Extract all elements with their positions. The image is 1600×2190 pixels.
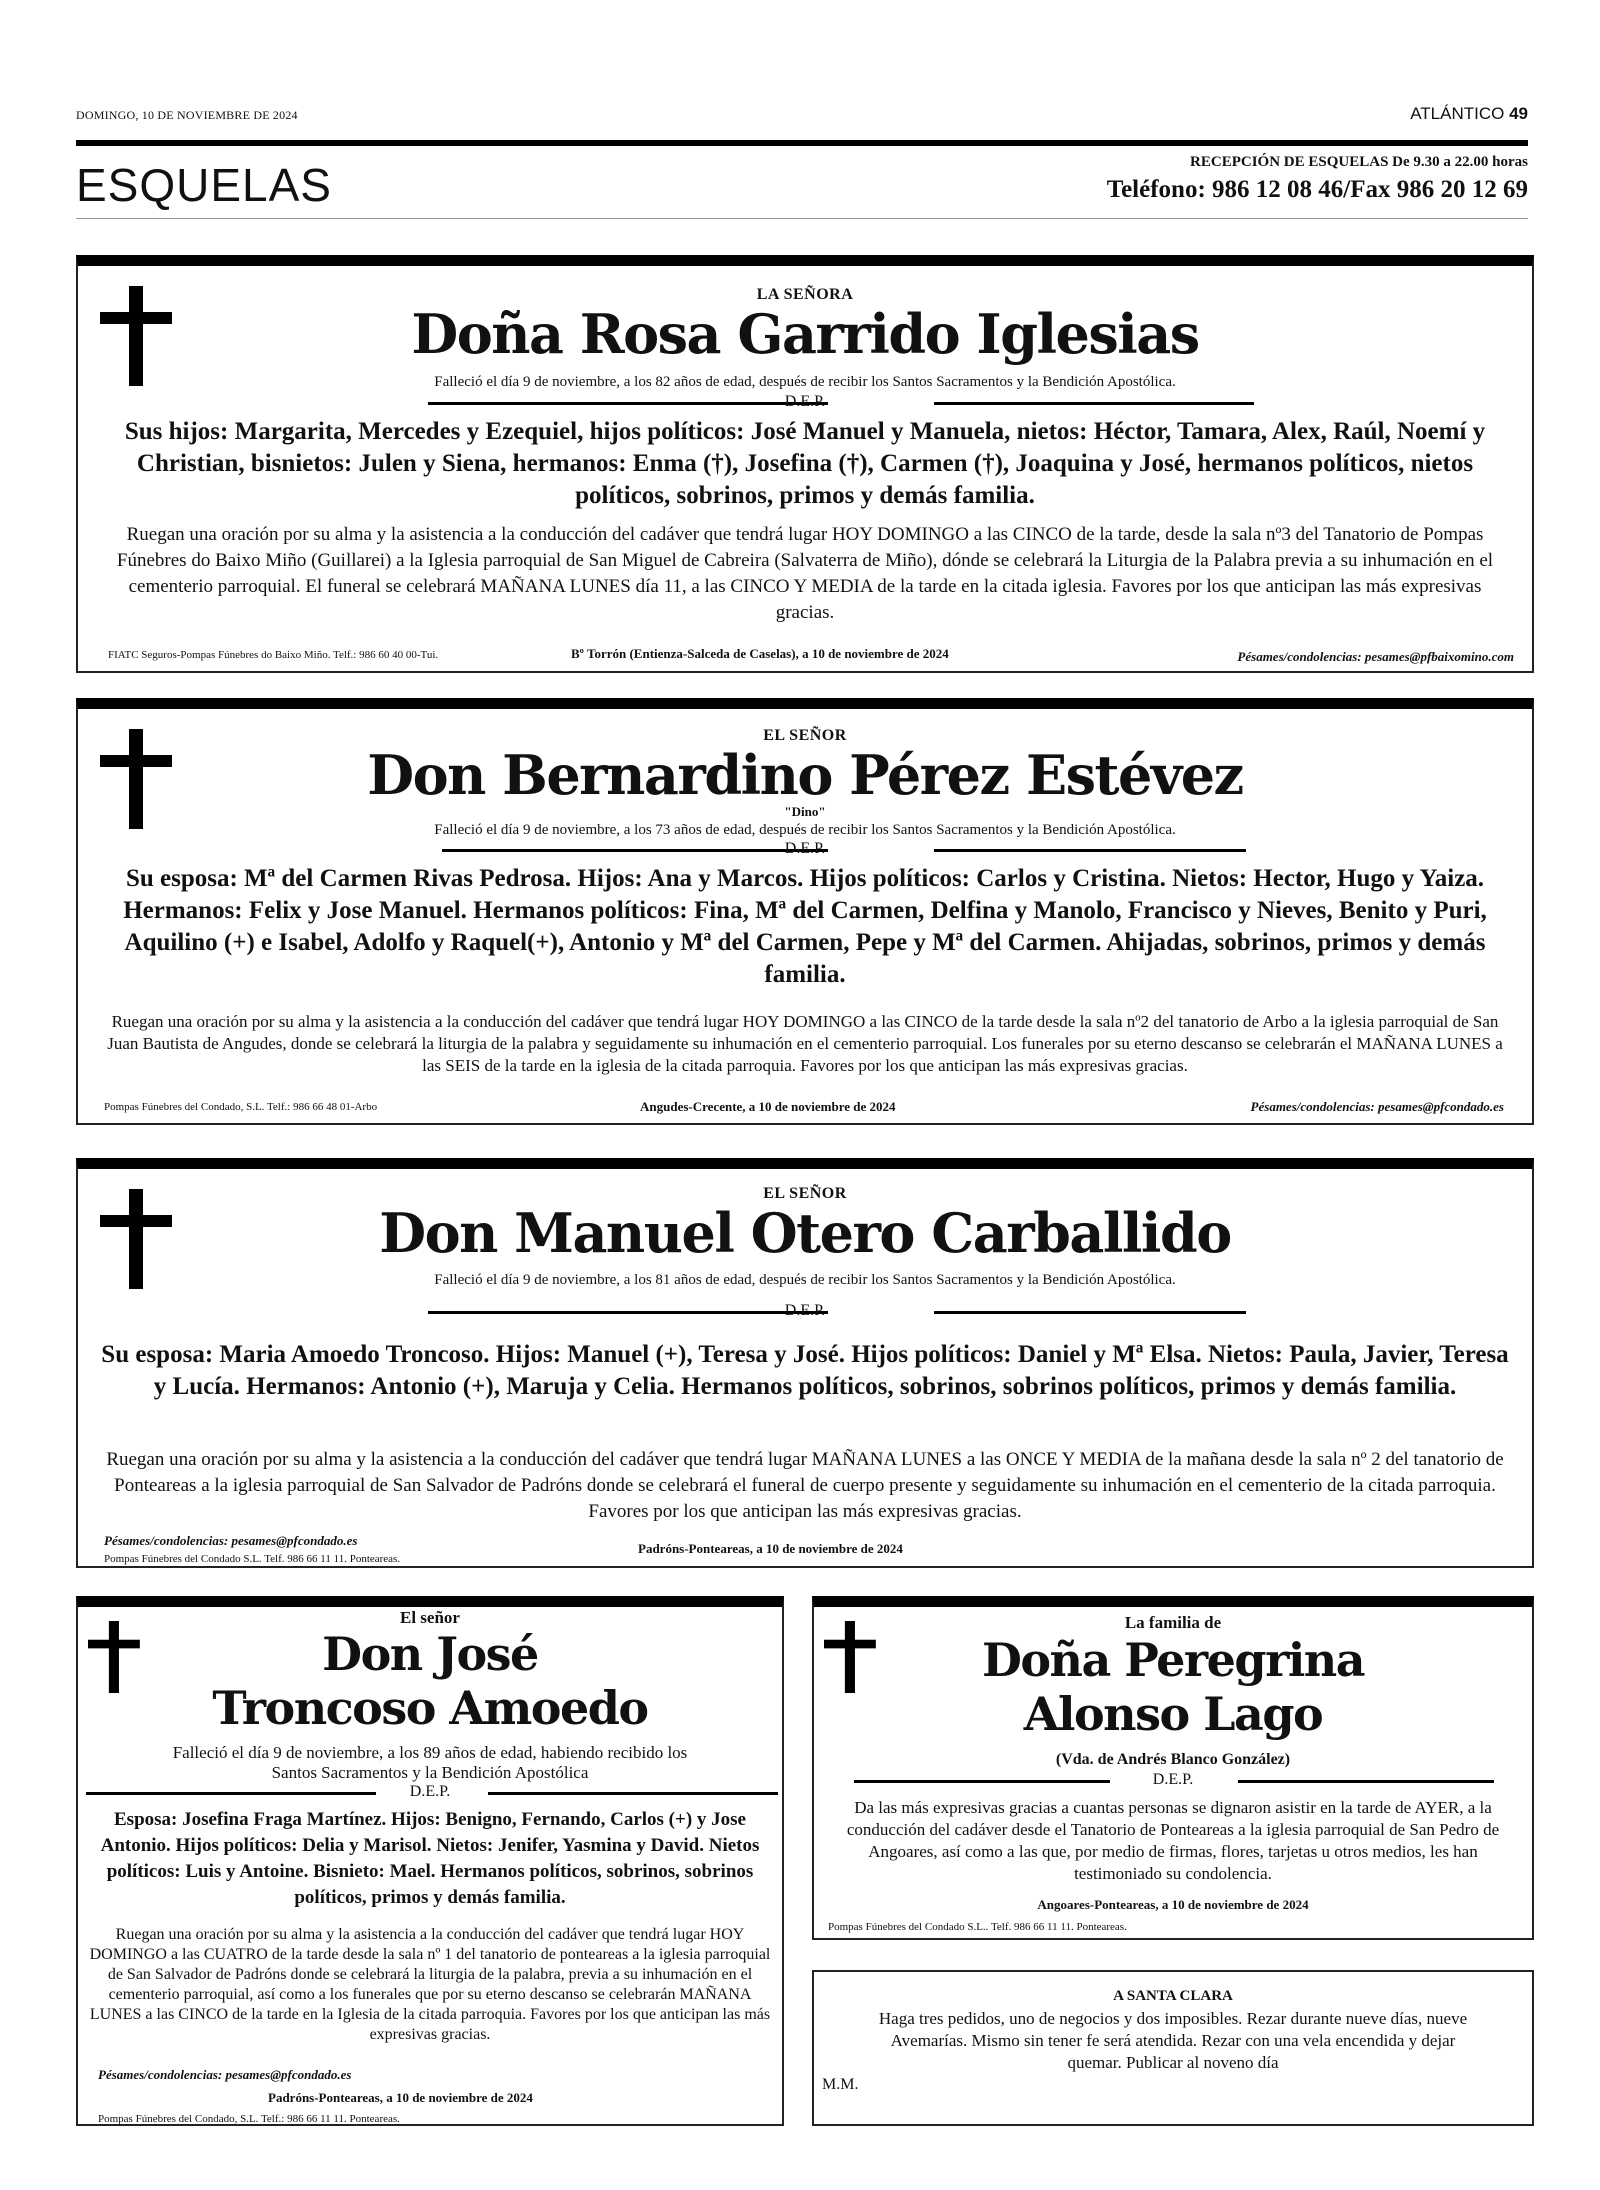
funeral-home: Pompas Fúnebres del Condado S.L.. Telf. 986 66 11 11. Ponteareas. <box>828 1921 1127 1933</box>
deceased-name-last: Alonso Lago <box>1023 1687 1323 1741</box>
family-members: Su esposa: Maria Amoedo Troncoso. Hijos: Manuel (+), Teresa y José. Hijos políticos: Daniel y Mª Elsa. Nietos: Paula, Javier, Teresa y Lucía. Hermanos: Antonio (+), Maruja y Celia. Hermanos políticos, sobrinos, sobrinos políticos, primos y demás familia. <box>101 1341 1509 1400</box>
condolences-email: Pésames/condolencias: pesames@pfcondado.es <box>98 2067 352 2082</box>
funeral-home: FIATC Seguros-Pompas Fúnebres do Baixo Miño. Telf.: 986 60 40 00-Tui. <box>108 649 439 661</box>
page-number: 49 <box>1509 104 1528 123</box>
header-rule <box>76 140 1528 146</box>
notice-label: El señor <box>400 1608 460 1627</box>
dep-line-right <box>934 402 1254 405</box>
deceased-name: Doña Rosa Garrido Iglesias <box>411 302 1199 366</box>
widow-of: (Vda. de Andrés Blanco González) <box>1055 1751 1291 1768</box>
thanks-text: Da las más expresivas gracias a cuantas personas se dignaron asistir en la tarde de AYER, a la conducción del cadáver desde el Tanatorio de Ponteareas a la iglesia parroquial de San Pedro de Angoares, así como a las que, por medio de firmas, flores, tarjetas u otros medios, les han testimoniado su condolencia. <box>846 1798 1500 1883</box>
death-details: Falleció el día 9 de noviembre, a los 73 años de edad, después de recibir los Santos Sacramentos y la Bendición Apostólica. <box>434 822 1176 838</box>
funeral-details: Ruegan una oración por su alma y la asistencia a la conducción del cadáver que tendrá lugar MAÑANA LUNES a las ONCE Y MEDIA de la mañana desde la sala nº 2 del tanatorio de Ponteareas a la iglesia parroquial de San Salvador de Padróns donde se celebrará el funeral de cuerpo presente y seguidamente su inhumación en el cementerio de la citada parroquia. Favores por los que anticipan las más expresivas gracias. <box>106 1449 1504 1522</box>
place-date: Bº Torrón (Entienza-Salceda de Caselas), a 10 de noviembre de 2024 <box>571 646 949 661</box>
funeral-details: Ruegan una oración por su alma y la asistencia a la conducción del cadáver que tendrá lugar HOY DOMINGO a las CINCO de la tarde desde la sala nº2 del tanatorio de Arbo a la iglesia parroquial de San Juan Bautista de Angudes, donde se celebrará la liturgia de la palabra y seguidamente su inhumación en el cementerio parroquial. Los funerales por su eterno descanso se celebrarán el MAÑANA LUNES a las SEIS de la tarde en la iglesia de la citada parroquia. Favores por los que anticipan las más expresivas gracias. <box>107 1012 1503 1075</box>
prayer-text: Haga tres pedidos, uno de negocios y dos imposibles. Rezar durante nueve días, nueve Avemarías. Mismo sin tener fe será atendida. Rezar con una vela encendida y dejar quemar. Publicar al noveno día <box>878 2009 1468 2072</box>
death-details: Falleció el día 9 de noviembre, a los 81 años de edad, después de recibir los Santos Sacramentos y la Bendición Apostólica. <box>434 1272 1176 1288</box>
deceased-name-last: Troncoso Amoedo <box>212 1681 648 1735</box>
dep-text: D.E.P. <box>784 393 826 410</box>
dep-line-right <box>488 1792 778 1795</box>
contact-phone: Teléfono: 986 12 08 46/Fax 986 20 12 69 <box>1106 176 1528 203</box>
family-members: Su esposa: Mª del Carmen Rivas Pedrosa. Hijos: Ana y Marcos. Hijos políticos: Carlos y Cristina. Nietos: Hector, Hugo y Yaiza. Hermanos: Felix y Jose Manuel. Hermanos políticos: Fina, Mª del Carmen, Delfina y Manolo, Francisco y Nieves, Benito y Puri, Aquilino (+) e Isabel, Adolfo y Raquel(+), Antonio y Mª del Carmen, Pepe y Mª del Carmen. Ahijadas, sobrinos, primos y demás familia. <box>123 865 1487 988</box>
funeral-home: Pompas Fúnebres del Condado, S.L. Telf.: 986 66 11 11. Ponteareas. <box>98 2113 400 2125</box>
condolences-email: Pésames/condolencias: pesames@pfbaixomino.com <box>1237 649 1514 664</box>
death-details: Falleció el día 9 de noviembre, a los 89 años de edad, habiendo recibido los Santos Sacramentos y la Bendición Apostólica <box>172 1743 688 1782</box>
dep-text: D.E.P. <box>409 1783 451 1800</box>
obituary-rosa-garrido <box>76 255 1534 673</box>
funeral-details: Ruegan una oración por su alma y la asistencia a la conducción del cadáver que tendrá lugar HOY DOMINGO a las CUATRO de la tarde desde la sala nº 1 del tanatorio de ponteareas a la iglesia parroquial de San Salvador de Padróns donde se celebrará la liturgia de la palabra, previa a su inhumación en el cementerio parroquial, así como a los funerales que por su eterno descanso se celebrarán MAÑANA LUNES a las CINCO de la tarde en la Iglesia de la citada parroquia. Favores por los que anticipan las más expresivas gracias. <box>89 1926 771 2043</box>
notice-label: EL SEÑOR <box>763 1185 847 1202</box>
family-members: Esposa: Josefina Fraga Martínez. Hijos: Benigno, Fernando, Carlos (+) y Jose Antonio. Hijos políticos: Delia y Marisol. Nietos: Jenifer, Yasmina y David. Nietos políticos: Luis y Antoine. Bisnieto: Mael. Hermanos políticos, sobrinos, sobrinos políticos, primos y demás familia. <box>100 1809 760 1908</box>
place-date: Padróns-Ponteareas, a 10 de noviembre de 2024 <box>638 1541 903 1556</box>
deceased-name: Don Manuel Otero Carballido <box>379 1201 1231 1265</box>
notice-label: La familia de <box>1124 1613 1222 1632</box>
reception-hours: RECEPCIÓN DE ESQUELAS De 9.30 a 22.00 horas <box>1190 154 1528 170</box>
dep-text: D.E.P. <box>784 1302 826 1319</box>
prayer-title: A SANTA CLARA <box>1113 1988 1233 2004</box>
section-title: ESQUELAS <box>76 159 332 211</box>
death-details: Falleció el día 9 de noviembre, a los 82 años de edad, después de recibir los Santos Sacramentos y la Bendición Apostólica. <box>434 374 1176 390</box>
header-divider <box>76 218 1528 219</box>
condolences-email: Pésames/condolencias: pesames@pfcondado.es <box>1250 1099 1504 1114</box>
obituary-jose-troncoso <box>76 1596 784 2126</box>
prayer-initials: M.M. <box>822 2076 859 2093</box>
funeral-details: Ruegan una oración por su alma y la asistencia a la conducción del cadáver que tendrá lugar HOY DOMINGO a las CINCO de la tarde, desde la sala nº3 del Tanatorio de Pompas Fúnebres do Baixo Miño (Guillarei) a la Iglesia parroquial de San Miguel de Cabreira (Salvaterra de Miño), dónde se celebrará la Liturgia de la Palabra previa a su inhumación en el cementerio parroquial. El funeral se celebrará MAÑANA LUNES día 11, a las CINCO Y MEDIA de la tarde en la citada iglesia. Favores por los que anticipan las más expresivas gracias. <box>116 524 1494 623</box>
notice-label: LA SEÑORA <box>756 286 854 303</box>
place-date: Padróns-Ponteareas, a 10 de noviembre de 2024 <box>268 2090 533 2105</box>
header-date: DOMINGO, 10 DE NOVIEMBRE DE 2024 <box>76 108 298 122</box>
obituary-bernardino-perez <box>76 698 1534 1125</box>
deceased-name: Don Bernardino Pérez Estévez <box>367 743 1243 807</box>
obituary-manuel-otero <box>76 1158 1534 1568</box>
obituary-peregrina-alonso <box>812 1596 1534 1940</box>
header-paper <box>1410 104 1528 124</box>
santa-clara-prayer <box>812 1970 1534 2126</box>
funeral-home: Pompas Fúnebres del Condado S.L. Telf. 986 66 11 11. Ponteareas. <box>104 1553 401 1565</box>
condolences-email: Pésames/condolencias: pesames@pfcondado.es <box>104 1533 358 1548</box>
dep-line-right <box>1238 1780 1494 1783</box>
dep-text: D.E.P. <box>784 840 826 857</box>
deceased-alias: "Dino" <box>784 804 826 819</box>
place-date: Angoares-Ponteareas, a 10 de noviembre de 2024 <box>1037 1897 1309 1912</box>
deceased-name-first: Doña Peregrina <box>981 1633 1365 1687</box>
dep-text: D.E.P. <box>1152 1771 1194 1788</box>
notice-label: EL SEÑOR <box>763 727 847 744</box>
dep-line-right <box>934 849 1246 852</box>
place-date: Angudes-Crecente, a 10 de noviembre de 2024 <box>640 1099 896 1114</box>
funeral-home: Pompas Fúnebres del Condado, S.L. Telf.: 986 66 48 01-Arbo <box>104 1101 378 1113</box>
dep-line-right <box>934 1311 1246 1314</box>
deceased-name-first: Don José <box>322 1627 538 1681</box>
family-members: Sus hijos: Margarita, Mercedes y Ezequiel, hijos políticos: José Manuel y Manuela, nietos: Héctor, Tamara, Alex, Raúl, Noemí y Christian, bisnietos: Julen y Siena, hermanos: Enma (†), Josefina (†), Carmen (†), Joaquina y José, hermanos políticos, nietos políticos, sobrinos, primos y demás familia. <box>124 418 1486 509</box>
paper-name: ATLÁNTICO <box>1410 104 1505 123</box>
